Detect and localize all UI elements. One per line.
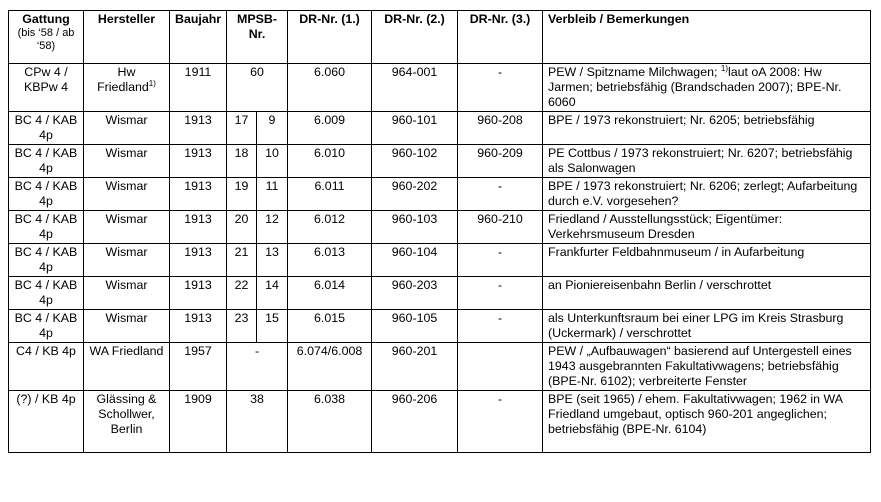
cell-mpsb-b: 11 bbox=[257, 178, 288, 211]
cell-dr2: 960-104 bbox=[372, 244, 458, 277]
table-row bbox=[9, 64, 871, 112]
cell-dr3: - bbox=[458, 64, 543, 112]
cell-hersteller: Wismar bbox=[84, 211, 170, 244]
cell-hersteller: Glässing & Schollwer, Berlin bbox=[84, 391, 170, 453]
table-row bbox=[9, 112, 871, 145]
header-baujahr: Baujahr bbox=[170, 11, 227, 64]
cell-mpsb-b: 10 bbox=[257, 145, 288, 178]
table-row bbox=[9, 310, 871, 343]
cell-gattung: CPw 4 / KBPw 4 bbox=[9, 64, 84, 112]
header-gattung: Gattung (bis ‘58 / ab ‘58) bbox=[9, 11, 84, 64]
cell-mpsb-b: 9 bbox=[257, 112, 288, 145]
cell-dr1: 6.060 bbox=[288, 64, 372, 112]
cell-baujahr: 1909 bbox=[170, 391, 227, 453]
header-mpsb: MPSB-Nr. bbox=[227, 11, 288, 64]
cell-dr3: - bbox=[458, 391, 543, 453]
cell-gattung: BC 4 / KAB 4p bbox=[9, 310, 84, 343]
cell-hersteller: Hw Friedland$^{1)}$ bbox=[84, 64, 170, 112]
cell-dr2: 960-101 bbox=[372, 112, 458, 145]
cell-dr3: - bbox=[458, 244, 543, 277]
cell-mpsb-a: 20 bbox=[227, 211, 257, 244]
cell-baujahr: 1913 bbox=[170, 244, 227, 277]
table-row bbox=[9, 277, 871, 310]
cell-dr3: 960-210 bbox=[458, 211, 543, 244]
cell-mpsb-a: 21 bbox=[227, 244, 257, 277]
table-row bbox=[9, 178, 871, 211]
cell-dr2: 960-105 bbox=[372, 310, 458, 343]
cell-dr3: 960-208 bbox=[458, 112, 543, 145]
cell-dr1: 6.038 bbox=[288, 391, 372, 453]
table-row bbox=[9, 343, 871, 391]
cell-mpsb-a: 19 bbox=[227, 178, 257, 211]
table-row bbox=[9, 211, 871, 244]
cell-dr2: 960-202 bbox=[372, 178, 458, 211]
cell-verbleib: Friedland / Ausstellungsstück; Eigentümer: Verkehrsmuseum Dresden bbox=[543, 211, 871, 244]
cell-baujahr: 1913 bbox=[170, 277, 227, 310]
cell-dr3 bbox=[458, 343, 543, 391]
cell-dr3: 960-209 bbox=[458, 145, 543, 178]
cell-hersteller: Wismar bbox=[84, 310, 170, 343]
cell-hersteller: Wismar bbox=[84, 145, 170, 178]
cell-dr2: 960-201 bbox=[372, 343, 458, 391]
cell-dr2: 960-103 bbox=[372, 211, 458, 244]
cell-verbleib: PE Cottbus / 1973 rekonstruiert; Nr. 6207; betriebsfähig als Salonwagen bbox=[543, 145, 871, 178]
cell-mpsb: 38 bbox=[227, 391, 288, 453]
cell-hersteller: Wismar bbox=[84, 178, 170, 211]
cell-baujahr: 1913 bbox=[170, 178, 227, 211]
cell-dr1: 6.009 bbox=[288, 112, 372, 145]
cell-mpsb-b: 14 bbox=[257, 277, 288, 310]
cell-baujahr: 1913 bbox=[170, 145, 227, 178]
cell-dr1: 6.013 bbox=[288, 244, 372, 277]
footnote-mark: 1) bbox=[720, 63, 728, 73]
cell-dr1: 6.010 bbox=[288, 145, 372, 178]
cell-dr1: 6.014 bbox=[288, 277, 372, 310]
cell-dr2: 960-206 bbox=[372, 391, 458, 453]
header-gattung-sub: (bis ‘58 / ab ‘58) bbox=[17, 27, 75, 52]
header-dr1: DR-Nr. (1.) bbox=[288, 11, 372, 64]
cell-mpsb: - bbox=[227, 343, 288, 391]
cell-dr2: 964-001 bbox=[372, 64, 458, 112]
cell-mpsb-a: 18 bbox=[227, 145, 257, 178]
cell-verbleib: BPE (seit 1965) / ehem. Fakultativwagen; 1962 in WA Friedland umgebaut, optisch 960-201 angeglichen; betriebsfähig (BPE-Nr. 6104) bbox=[543, 391, 871, 453]
cell-dr3: - bbox=[458, 277, 543, 310]
cell-mpsb-b: 15 bbox=[257, 310, 288, 343]
cell-dr1: 6.011 bbox=[288, 178, 372, 211]
cell-dr1: 6.012 bbox=[288, 211, 372, 244]
cell-dr3: - bbox=[458, 310, 543, 343]
header-dr2: DR-Nr. (2.) bbox=[372, 11, 458, 64]
cell-gattung: BC 4 / KAB 4p bbox=[9, 112, 84, 145]
cell-mpsb-b: 13 bbox=[257, 244, 288, 277]
cell-dr1: 6.074/6.008 bbox=[288, 343, 372, 391]
cell-gattung: BC 4 / KAB 4p bbox=[9, 178, 84, 211]
cell-dr2: 960-102 bbox=[372, 145, 458, 178]
cell-verbleib: BPE / 1973 rekonstruiert; Nr. 6205; betriebsfähig bbox=[543, 112, 871, 145]
header-verbleib: Verbleib / Bemerkungen bbox=[543, 11, 871, 64]
table-row bbox=[9, 145, 871, 178]
cell-baujahr: 1957 bbox=[170, 343, 227, 391]
cell-hersteller: Wismar bbox=[84, 244, 170, 277]
cell-verbleib: BPE / 1973 rekonstruiert; Nr. 6206; zerlegt; Aufarbeitung durch e.V. vorgesehen? bbox=[543, 178, 871, 211]
cell-baujahr: 1913 bbox=[170, 310, 227, 343]
cell-mpsb: 60 bbox=[227, 64, 288, 112]
cell-gattung: BC 4 / KAB 4p bbox=[9, 145, 84, 178]
cell-gattung: BC 4 / KAB 4p bbox=[9, 211, 84, 244]
header-row bbox=[9, 11, 871, 64]
cell-baujahr: 1913 bbox=[170, 112, 227, 145]
cell-mpsb-a: 23 bbox=[227, 310, 257, 343]
cell-gattung: BC 4 / KAB 4p bbox=[9, 277, 84, 310]
cell-dr3: - bbox=[458, 178, 543, 211]
table-row bbox=[9, 244, 871, 277]
cell-dr2: 960-203 bbox=[372, 277, 458, 310]
table-row bbox=[9, 391, 871, 453]
cell-baujahr: 1911 bbox=[170, 64, 227, 112]
cell-gattung: BC 4 / KAB 4p bbox=[9, 244, 84, 277]
cell-gattung: (?) / KB 4p bbox=[9, 391, 84, 453]
cell-baujahr: 1913 bbox=[170, 211, 227, 244]
cell-hersteller: Wismar bbox=[84, 112, 170, 145]
header-dr3: DR-Nr. (3.) bbox=[458, 11, 543, 64]
header-hersteller: Hersteller bbox=[84, 11, 170, 64]
cell-verbleib: PEW / „Aufbauwagen“ basierend auf Untergestell eines 1943 ausgebrannten Fakultativwagens; betriebsfähig (BPE-Nr. 6102); verbreiterte Fenster bbox=[543, 343, 871, 391]
cell-hersteller: Wismar bbox=[84, 277, 170, 310]
footnote-mark: 1) bbox=[148, 78, 156, 88]
cell-gattung: C4 / KB 4p bbox=[9, 343, 84, 391]
cell-verbleib: an Pioniereisenbahn Berlin / verschrottet bbox=[543, 277, 871, 310]
cell-verbleib: Frankfurter Feldbahnmuseum / in Aufarbeitung bbox=[543, 244, 871, 277]
cell-dr1: 6.015 bbox=[288, 310, 372, 343]
wagon-table bbox=[8, 10, 871, 453]
cell-verbleib: PEW / Spitzname Milchwagen; $^{1)}$laut oA 2008: Hw Jarmen; betriebsfähig (Brandschaden 2007); BPE-Nr. 6060 bbox=[543, 64, 871, 112]
cell-mpsb-b: 12 bbox=[257, 211, 288, 244]
cell-mpsb-a: 22 bbox=[227, 277, 257, 310]
cell-mpsb-a: 17 bbox=[227, 112, 257, 145]
cell-hersteller: WA Friedland bbox=[84, 343, 170, 391]
cell-verbleib: als Unterkunftsraum bei einer LPG im Kreis Strasburg (Uckermark) / verschrottet bbox=[543, 310, 871, 343]
